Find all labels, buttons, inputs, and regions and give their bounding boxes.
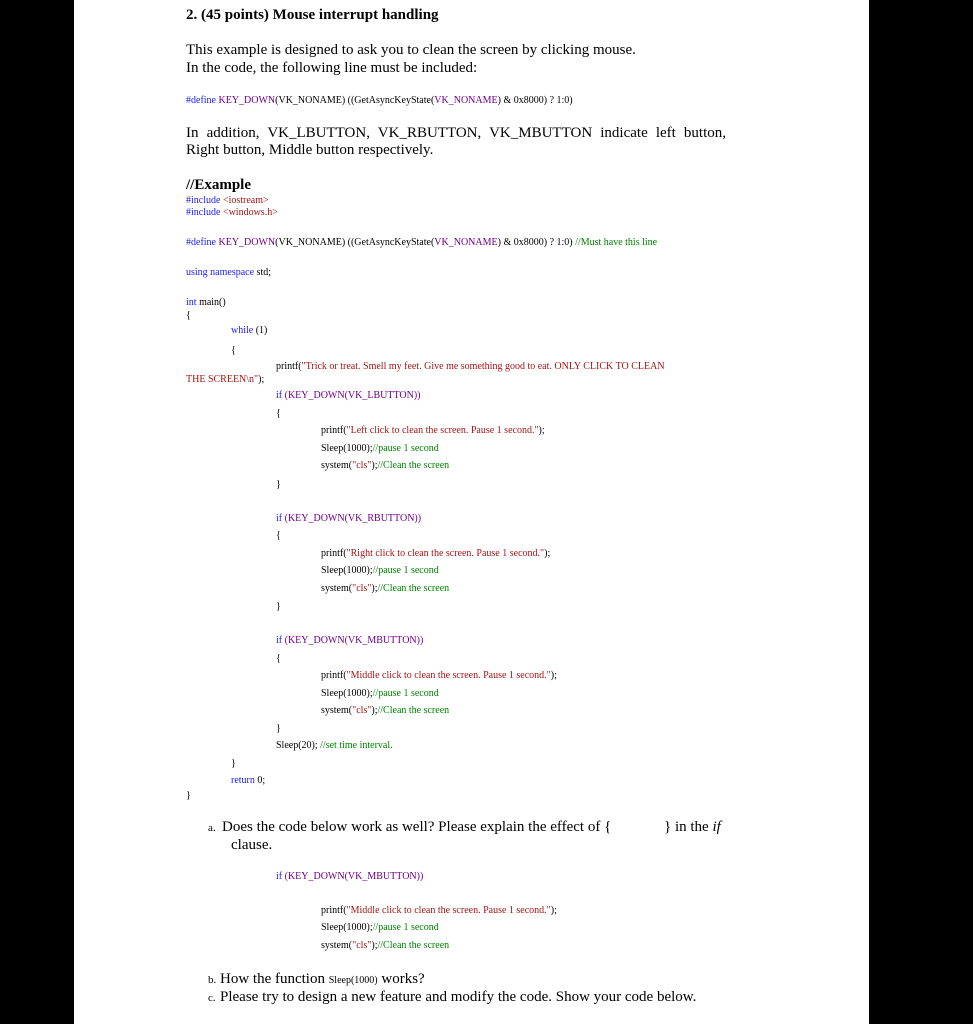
return-keyword: return xyxy=(231,775,255,786)
define-rest: ) & 0x8000) ? 1:0) xyxy=(497,95,573,106)
printf-fn: printf( xyxy=(321,548,347,559)
while-close-brace: } xyxy=(231,758,236,769)
printf-fn: printf( xyxy=(321,670,347,681)
sleep-interval-line xyxy=(276,741,393,751)
include-iostream xyxy=(186,196,269,206)
include-path: <iostream> xyxy=(222,195,269,206)
sleep-call: Sleep(1000); xyxy=(321,688,373,699)
printf-end: ); xyxy=(538,425,545,436)
clean-comment: //Clean the screen xyxy=(377,460,450,471)
printf-fn: printf( xyxy=(321,905,347,916)
system-end: ); xyxy=(371,460,378,471)
system-end: ); xyxy=(371,583,378,594)
if-mbutton-snippet xyxy=(276,872,423,882)
interval-comment: //set time interval. xyxy=(320,740,393,751)
question-c-text: Please try to design a new feature and modify the code. Show your code below. xyxy=(220,989,697,1005)
printf-main-line-2 xyxy=(186,375,264,385)
define-macro: KEY_DOWN xyxy=(218,95,276,106)
sleep-call: Sleep(1000); xyxy=(321,565,373,576)
question-a-text-3: clause. xyxy=(231,837,273,853)
question-a-text-2-main: } in the xyxy=(664,819,709,835)
define-rest: ) & 0x8000) ? 1:0) xyxy=(497,237,573,248)
return-value: 0; xyxy=(254,775,266,786)
question-a-if-italic: if xyxy=(712,819,721,835)
if-rbutton xyxy=(276,514,421,524)
intro-line-2: In the code, the following line must be included: xyxy=(186,60,478,76)
printf-end: ); xyxy=(550,905,557,916)
printf-fn: printf( xyxy=(276,361,302,372)
clean-comment: //Clean the screen xyxy=(377,940,450,951)
define-arg2: VK_NONAME xyxy=(434,237,498,248)
define-line xyxy=(186,96,573,106)
if-cond: (KEY_DOWN(VK_MBUTTON)) xyxy=(282,871,424,882)
pause-comment: //pause 1 second xyxy=(372,922,439,933)
cls-string: "cls" xyxy=(352,940,372,951)
while-cond: (1) xyxy=(253,325,268,336)
system-end: ); xyxy=(371,940,378,951)
if-keyword: if xyxy=(276,390,283,401)
include-windows xyxy=(186,208,278,218)
while-keyword: while xyxy=(231,325,254,336)
cls-string: "cls" xyxy=(352,705,372,716)
system-line xyxy=(321,706,449,716)
if-open-brace: { xyxy=(276,530,281,541)
printf-middle-snippet xyxy=(321,906,557,916)
pause-comment: //pause 1 second xyxy=(372,688,439,699)
sleep-line xyxy=(321,566,439,576)
printf-end: ); xyxy=(550,670,557,681)
if-lbutton xyxy=(276,391,421,401)
define-arg2: VK_NONAME xyxy=(434,95,498,106)
question-b-text xyxy=(220,972,425,987)
question-b-text-2: works? xyxy=(377,971,425,987)
question-b-text-1: How the function xyxy=(220,971,329,987)
printf-end: ); xyxy=(544,548,551,559)
system-fn: system( xyxy=(321,940,353,951)
using-namespace-line xyxy=(186,268,271,278)
if-close-brace: } xyxy=(276,601,281,612)
question-heading: 2. (45 points) Mouse interrupt handling xyxy=(186,7,439,23)
main-close-brace: } xyxy=(186,790,191,801)
cls-string: "cls" xyxy=(352,583,372,594)
example-title: //Example xyxy=(186,177,252,193)
if-cond: (KEY_DOWN(VK_RBUTTON)) xyxy=(282,513,422,524)
printf-right xyxy=(321,549,550,559)
printf-fn: printf( xyxy=(321,425,347,436)
define-comment: //Must have this line xyxy=(575,237,658,248)
define-line-example xyxy=(186,238,657,248)
if-keyword: if xyxy=(276,513,283,524)
addition-line-1: In addition, VK_LBUTTON, VK_RBUTTON, VK_MBUTTON indicate left button, xyxy=(186,125,726,141)
question-a-text-2 xyxy=(664,820,721,835)
system-line xyxy=(321,584,449,594)
printf-middle xyxy=(321,671,557,681)
printf-end: ); xyxy=(258,374,265,385)
sleep-line xyxy=(321,689,439,699)
if-keyword: if xyxy=(276,871,283,882)
printf-string: "Left click to clean the screen. Pause 1 second." xyxy=(346,425,539,436)
main-signature xyxy=(186,298,226,308)
pause-comment: //pause 1 second xyxy=(372,565,439,576)
clean-comment: //Clean the screen xyxy=(377,583,450,594)
sleep-call: Sleep(20); xyxy=(276,740,321,751)
printf-string: "Middle click to clean the screen. Pause 1 second." xyxy=(346,670,551,681)
define-args: (VK_NONAME) ((GetAsyncKeyState( xyxy=(275,237,435,248)
question-c-label: c. xyxy=(208,992,216,1004)
printf-left xyxy=(321,426,545,436)
system-fn: system( xyxy=(321,583,353,594)
sleep-call: Sleep(1000); xyxy=(321,922,373,933)
printf-string: THE SCREEN\n" xyxy=(186,374,259,385)
while-line xyxy=(231,326,267,336)
if-mbutton xyxy=(276,636,423,646)
question-b-label: b. xyxy=(208,974,217,986)
pause-comment: //pause 1 second xyxy=(372,443,439,454)
question-b-code: Sleep(1000) xyxy=(328,975,378,986)
sleep-call: Sleep(1000); xyxy=(321,443,373,454)
sleep-line-snippet xyxy=(321,923,439,933)
clean-comment: //Clean the screen xyxy=(377,705,450,716)
question-a-text-1: Does the code below work as well? Please explain the effect of { xyxy=(222,819,612,835)
if-close-brace: } xyxy=(276,723,281,734)
printf-main-line-1 xyxy=(276,362,665,372)
define-macro: KEY_DOWN xyxy=(218,237,276,248)
if-open-brace: { xyxy=(276,653,281,664)
printf-string: "Right click to clean the screen. Pause 1 second." xyxy=(346,548,545,559)
if-cond: (KEY_DOWN(VK_LBUTTON)) xyxy=(282,390,421,401)
while-open-brace: { xyxy=(231,345,236,356)
define-directive: #define xyxy=(186,95,216,106)
if-open-brace: { xyxy=(276,408,281,419)
sleep-line xyxy=(321,444,439,454)
using-keyword: using namespace xyxy=(186,267,255,278)
system-line xyxy=(321,461,449,471)
system-fn: system( xyxy=(321,705,353,716)
system-fn: system( xyxy=(321,460,353,471)
printf-string: "Middle click to clean the screen. Pause 1 second." xyxy=(346,905,551,916)
include-path: <windows.h> xyxy=(222,207,278,218)
system-end: ); xyxy=(371,705,378,716)
if-keyword: if xyxy=(276,635,283,646)
addition-line-2: Right button, Middle button respectively. xyxy=(186,142,434,158)
cls-string: "cls" xyxy=(352,460,372,471)
int-keyword: int xyxy=(186,297,197,308)
system-line-snippet xyxy=(321,941,449,951)
question-a-label: a. xyxy=(208,822,216,834)
using-rest: std; xyxy=(254,267,271,278)
define-directive: #define xyxy=(186,237,216,248)
define-args: (VK_NONAME) ((GetAsyncKeyState( xyxy=(275,95,435,106)
include-directive: #include xyxy=(186,207,221,218)
return-line xyxy=(231,776,265,786)
if-cond: (KEY_DOWN(VK_MBUTTON)) xyxy=(282,635,424,646)
main-open-brace: { xyxy=(186,310,191,321)
intro-line-1: This example is designed to ask you to clean the screen by clicking mouse. xyxy=(186,42,636,58)
document-page xyxy=(74,0,869,1024)
if-close-brace: } xyxy=(276,479,281,490)
include-directive: #include xyxy=(186,195,221,206)
printf-string: "Trick or treat. Smell my feet. Give me something good to eat. ONLY CLICK TO CLEAN xyxy=(301,361,665,372)
main-name: main() xyxy=(196,297,226,308)
